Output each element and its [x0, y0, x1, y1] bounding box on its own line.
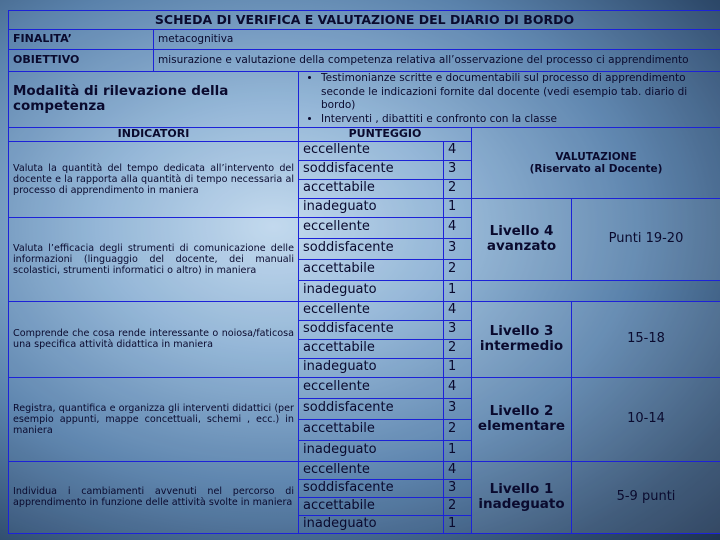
rating-word: accettabile — [299, 419, 444, 440]
rating-word: soddisfacente — [299, 479, 444, 497]
rating-score: 1 — [444, 358, 472, 377]
rating-word: eccellente — [299, 377, 444, 398]
rating-score: 1 — [444, 280, 472, 301]
evaluation-sheet — [8, 10, 720, 531]
finalita-value: metacognitiva — [154, 30, 720, 50]
rating-word: soddisfacente — [299, 320, 444, 339]
indicatori-header: INDICATORI — [9, 127, 299, 141]
level-1-name: Livello 1 inadeguato — [472, 461, 572, 533]
rating-score: 3 — [444, 320, 472, 339]
rating-word: soddisfacente — [299, 398, 444, 419]
obiettivo-value: misurazione e valutazione della competenza relativa all’osservazione del processo ci apprendimento — [154, 50, 720, 72]
modalita-bullet: • Interventi , dibattiti e confronto con la classe — [321, 113, 716, 127]
punteggio-header: PUNTEGGIO — [299, 127, 472, 141]
rating-word: inadeguato — [299, 515, 444, 533]
indicator-3: Comprende che cosa rende interessante o noiosa/faticosa una specifica attività didattica in maniera — [9, 301, 299, 377]
rating-score: 2 — [444, 339, 472, 358]
level-2-name: Livello 2 elementare — [472, 377, 572, 461]
rating-score: 2 — [444, 497, 472, 515]
level-2-points: 10-14 — [572, 377, 720, 461]
rating-word: eccellente — [299, 217, 444, 238]
rating-word: accettabile — [299, 497, 444, 515]
indicator-5: Individua i cambiamenti avvenuti nel percorso di apprendimento in funzione delle attività svolte in maniera — [9, 461, 299, 533]
rating-score: 1 — [444, 515, 472, 533]
valutazione-subtitle: (Riservato al Docente) — [529, 162, 663, 175]
modalita-bullet: • Testimonianze scritte e documentabili sul processo di apprendimento seconde le indicazioni fornite dal docente (vedi esempio tab. diario di bordo) — [321, 72, 716, 113]
rating-score: 4 — [444, 377, 472, 398]
valutazione-header — [472, 127, 720, 198]
rating-word: inadeguato — [299, 280, 444, 301]
rating-score: 4 — [444, 141, 472, 160]
obiettivo-label: OBIETTIVO — [9, 50, 154, 72]
rating-score: 1 — [444, 440, 472, 461]
level-4-points: Punti 19-20 — [572, 198, 720, 280]
rating-score: 2 — [444, 179, 472, 198]
rating-word: inadeguato — [299, 440, 444, 461]
level-3-points: 15-18 — [572, 301, 720, 377]
rating-score: 2 — [444, 419, 472, 440]
indicator-1: Valuta la quantità del tempo dedicata all’intervento del docente e la rapporta alla quantità di tempo necessaria al processo di apprendimento in maniera — [9, 141, 299, 217]
sheet-title: SCHEDA DI VERIFICA E VALUTAZIONE DEL DIARIO DI BORDO — [9, 11, 720, 30]
level-1-points: 5-9 punti — [572, 461, 720, 533]
rating-score: 4 — [444, 461, 472, 479]
rating-word: eccellente — [299, 301, 444, 320]
rating-score: 3 — [444, 479, 472, 497]
rating-score: 2 — [444, 259, 472, 280]
rating-score: 3 — [444, 160, 472, 179]
modalita-label: Modalità di rilevazione della competenza — [9, 72, 299, 128]
rating-score: 4 — [444, 301, 472, 320]
rating-score: 3 — [444, 238, 472, 259]
rating-word: inadeguato — [299, 198, 444, 217]
indicator-2: Valuta l’efficacia degli strumenti di comunicazione delle informazioni (linguaggio del docente, dei manuali scolastici, strumenti informatici o altro) in maniera — [9, 217, 299, 301]
rating-word: eccellente — [299, 141, 444, 160]
rating-word: accettabile — [299, 179, 444, 198]
rating-word: accettabile — [299, 259, 444, 280]
rating-word: soddisfacente — [299, 160, 444, 179]
indicator-4: Registra, quantifica e organizza gli interventi didattici (per esempio appunti, mappe concettuali, schemi , ecc.) in maniera — [9, 377, 299, 461]
valutazione-title: VALUTAZIONE — [555, 150, 637, 163]
rating-word: eccellente — [299, 461, 444, 479]
modalita-bullets — [299, 72, 720, 128]
level-3-name: Livello 3 intermedio — [472, 301, 572, 377]
level-4-name: Livello 4 avanzato — [472, 198, 572, 280]
rating-score: 4 — [444, 217, 472, 238]
rating-word: inadeguato — [299, 358, 444, 377]
rating-word: accettabile — [299, 339, 444, 358]
rating-word: soddisfacente — [299, 238, 444, 259]
rating-score: 1 — [444, 198, 472, 217]
rating-score: 3 — [444, 398, 472, 419]
evaluation-table — [8, 10, 720, 534]
finalita-label: FINALITA’ — [9, 30, 154, 50]
